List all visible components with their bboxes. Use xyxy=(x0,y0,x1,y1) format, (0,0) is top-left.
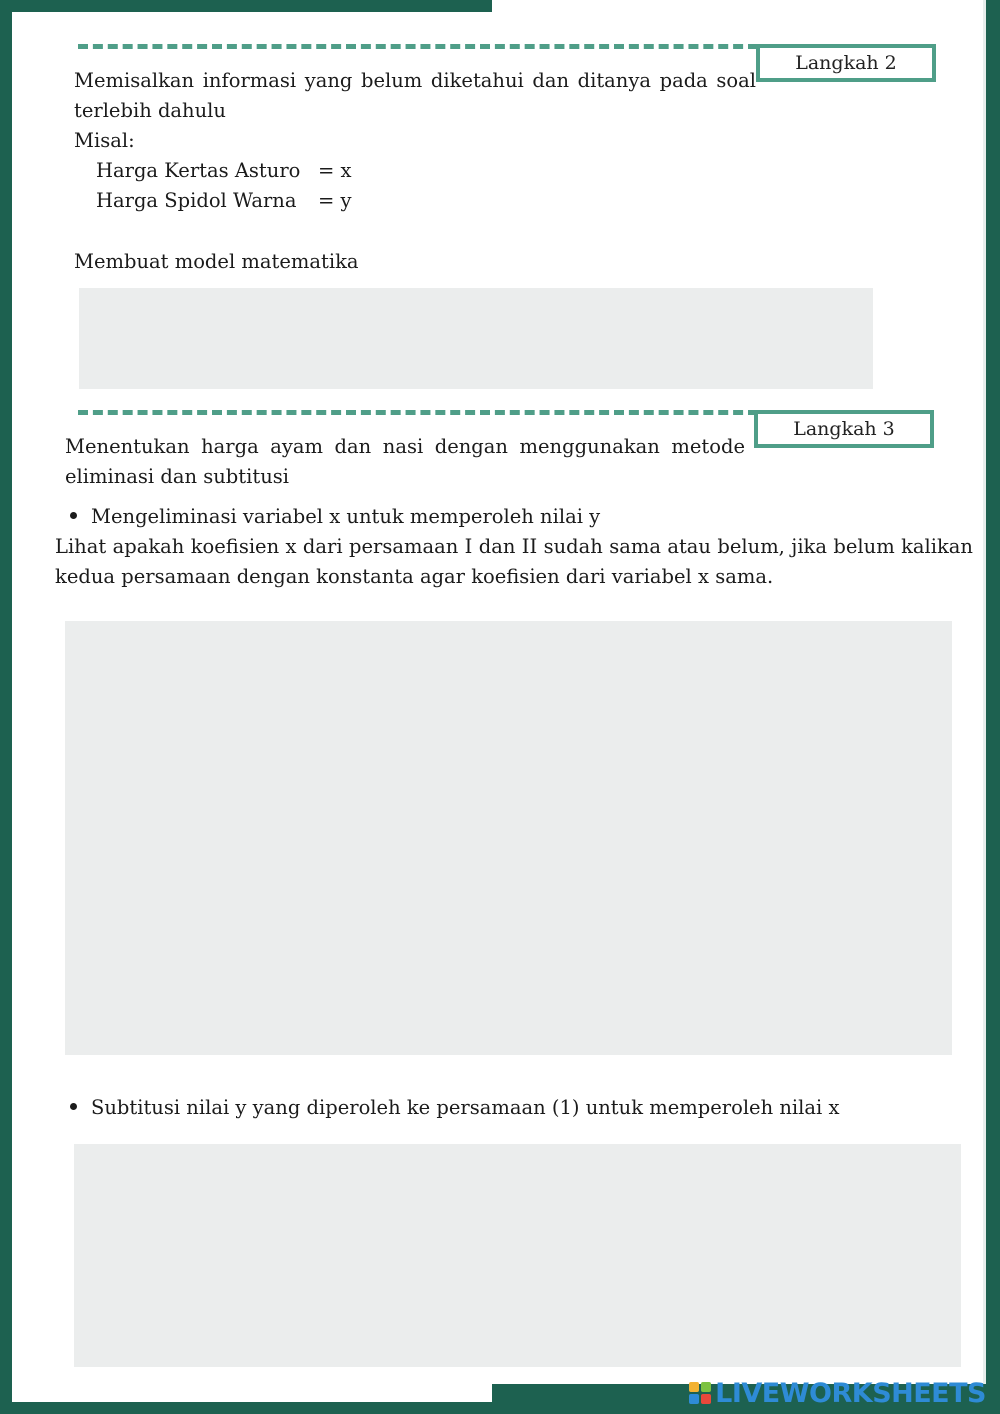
frame-right-border xyxy=(986,0,1000,1414)
variable-row xyxy=(96,186,352,216)
variable-value: = x xyxy=(318,159,352,182)
step3-intro-text: Menentukan harga ayam dan nasi dengan menggunakan metode eliminasi dan subtitusi xyxy=(65,435,745,488)
liveworksheets-logo xyxy=(689,1377,986,1409)
step2-label-box: Langkah 2 xyxy=(756,44,936,82)
substitution-answer-box[interactable] xyxy=(74,1144,961,1367)
liveworksheets-logo-icon xyxy=(689,1382,711,1404)
misal-label: Misal: xyxy=(74,129,135,152)
variable-value: = y xyxy=(318,189,352,212)
bullet-subtitusi-text: Subtitusi nilai y yang diperoleh ke persamaan (1) untuk memperoleh nilai x xyxy=(91,1096,840,1119)
step2-intro-text: Memisalkan informasi yang belum diketahui dan ditanya pada soal terlebih dahulu xyxy=(74,69,756,122)
liveworksheets-wordmark: LIVEWORKSHEETS xyxy=(715,1377,986,1409)
bullet-dot-icon xyxy=(70,512,77,519)
section-divider-step2 xyxy=(78,44,758,49)
frame-left-border xyxy=(0,0,12,1414)
section-divider-step3 xyxy=(78,410,758,415)
frame-top-border xyxy=(0,0,492,12)
bullet-eliminasi-text: Mengeliminasi variabel x untuk memperoleh nilai y xyxy=(91,505,601,528)
math-model-answer-box[interactable] xyxy=(79,288,873,389)
bullet-subtitusi xyxy=(70,1093,839,1123)
variable-row xyxy=(96,156,352,186)
bullet-dot-icon xyxy=(70,1103,77,1110)
elimination-answer-box[interactable] xyxy=(65,621,952,1055)
variable-name: Harga Spidol Warna xyxy=(96,189,297,212)
step3-label-box: Langkah 3 xyxy=(754,410,934,448)
bullet-eliminasi xyxy=(70,502,600,532)
variable-name: Harga Kertas Asturo xyxy=(96,159,301,182)
elimination-instruction: Lihat apakah koefisien x dari persamaan I dan II sudah sama atau belum, jika belum kalikan kedua persamaan dengan konstanta agar koefisien dari variabel x sama. xyxy=(55,535,973,588)
model-label: Membuat model matematika xyxy=(74,250,359,273)
